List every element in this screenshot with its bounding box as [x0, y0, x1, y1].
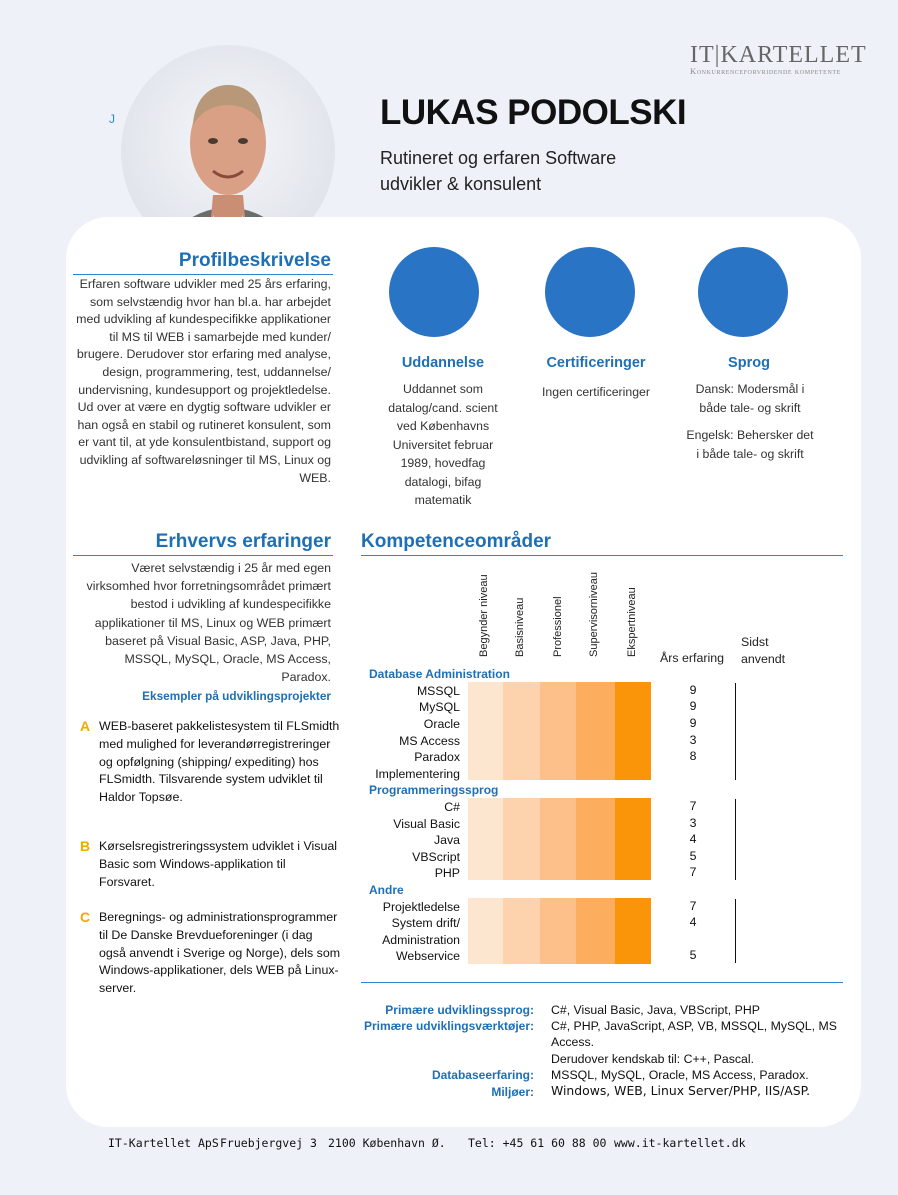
skill-label: VBScript: [412, 850, 460, 864]
candidate-name: LUKAS PODOLSKI: [380, 93, 687, 132]
summary-value: C#, Visual Basic, Java, VBScript, PHP: [551, 1003, 760, 1017]
summary-value: C#, PHP, JavaScript, ASP, VB, MSSQL, MySQL, MS Access.: [551, 1019, 837, 1050]
summary-value: Derudover kendskab til: C++, Pascal.: [551, 1052, 755, 1066]
uddannelse-text: Uddannet som datalog/cand. scient ved Københavns Universitet februar 1989, hovedfag datalogi, bifag matematik: [388, 382, 498, 507]
erhverv-divider: [73, 555, 333, 556]
summary-divider: [361, 982, 843, 983]
project-letter: A: [80, 718, 91, 734]
sprog-title: Sprog: [728, 355, 770, 371]
footer-street: Fruebjergvej 3: [220, 1136, 317, 1150]
profil-title: Profilbeskrivelse: [178, 250, 331, 271]
skill-years: 9: [689, 683, 697, 697]
skill-years: 8: [689, 749, 697, 763]
skill-label: Paradox: [414, 750, 460, 764]
skill-label: Webservice: [395, 949, 460, 963]
skill-label: PHP: [434, 866, 460, 880]
group-andre: Andre: [369, 883, 404, 897]
project-a: [80, 718, 342, 807]
years-header: Års erfaring: [660, 651, 725, 665]
skill-years: 9: [689, 716, 697, 730]
level-segment: [576, 898, 615, 964]
last-used-line: [735, 683, 736, 780]
level-segment: [468, 898, 503, 964]
skill-label: MySQL: [419, 700, 460, 714]
skill-years: 4: [689, 832, 697, 846]
level-segment: [540, 798, 576, 880]
subtitle-line-1: Rutineret og erfaren Software: [380, 148, 617, 168]
sprog-text-engelsk: Engelsk: Behersker det i både tale- og skrift: [686, 428, 814, 461]
skill-label: System drift/: [391, 916, 460, 930]
skill-years: 3: [689, 733, 697, 747]
skill-label: C#: [444, 800, 460, 814]
project-letter: B: [80, 838, 91, 854]
footer-company: IT-Kartellet ApS: [108, 1136, 219, 1150]
certificeringer-title: Certificeringer: [546, 355, 646, 371]
level-segment: [503, 898, 540, 964]
skill-label: MS Access: [399, 734, 460, 748]
subtitle-line-2: udvikler & konsulent: [380, 174, 542, 194]
kompetence-title: Kompetenceområder: [361, 531, 552, 552]
skill-years: 7: [689, 865, 697, 879]
last-used-header-line-1: Sidst: [741, 635, 769, 649]
j-mark: J: [109, 112, 115, 126]
group-database-administration: Database Administration: [369, 667, 510, 681]
skill-years: 3: [689, 816, 697, 830]
skill-years: 4: [689, 915, 697, 929]
last-used-header: [741, 634, 785, 667]
profil-divider: [73, 274, 333, 275]
footer-phone: Tel: +45 61 60 88 00: [468, 1136, 607, 1150]
level-segment: [468, 682, 503, 780]
skill-years: 5: [689, 948, 697, 962]
summary-label: Primære udviklingsværktøjer:: [363, 1019, 534, 1033]
skill-years: 7: [689, 899, 697, 913]
project-c: [80, 909, 342, 998]
project-text: Beregnings- og administrationsprogrammer til De Danske Brevdueforeninger (i dag også anvendt i Sverige og Norge), dels som Windows-applikationer, dels WEB på Linux-server.: [99, 910, 341, 996]
erhverv-title: Erhvervs erfaringer: [155, 531, 331, 552]
skill-label: Oracle: [423, 717, 460, 731]
level-segment: [468, 798, 503, 880]
certificeringer-text: Ingen certificeringer: [542, 385, 650, 399]
level-segment: [615, 798, 651, 880]
logo-tagline: Konkurrenceforvridende kompetente: [690, 66, 841, 76]
level-header-basis: Basisniveau: [514, 597, 526, 657]
footer-city: 2100 København Ø.: [328, 1136, 446, 1150]
skill-label: Implementering: [375, 767, 460, 781]
level-bar-database: [468, 682, 651, 780]
summary-value: Windows, WEB, Linux Server/PHP, IIS/ASP.: [551, 1083, 811, 1098]
summary-label: Primære udviklingssprog:: [385, 1003, 534, 1017]
sprog-text-dansk: Dansk: Modersmål i både tale- og skrift: [695, 382, 805, 415]
kompetence-divider: [361, 555, 843, 556]
skill-label: Visual Basic: [393, 817, 460, 831]
profil-text: Erfaren software udvikler med 25 års erfaring, som selvstændig hvor han bl.a. har arbejdet med udvikling af kundespecifikke applikationer til MS til WEB i samarbejde med kunder/ brugere. Derudover stor erfaring med analyse, design, programmering, test, uddannelse/ undervisning, kundesupport og projektledelse. Ud over at være en dygtig software udvikler er han også en stabil og rutineret konsulent, som er vant til, at yde konsulentbistand, support og udvikling af softwareløsninger til MS, Linux og WEB.: [76, 277, 331, 485]
level-segment: [503, 798, 540, 880]
level-header-supervisor: Supervisorniveau: [588, 572, 600, 657]
examples-title: Eksempler på udviklingsprojekter: [142, 689, 331, 703]
project-text: WEB-baseret pakkelistesystem til FLSmidth med mulighed for leverandørregistreringer og opfølgning (shipping/ expediting) hos FLSmidth. Tilsvarende system udviklet til Haldor Topsøe.: [99, 719, 340, 805]
skill-label: MSSQL: [416, 684, 460, 698]
level-bar-andre: [468, 898, 651, 964]
level-segment: [540, 898, 576, 964]
erhverv-text: Været selvstændig i 25 år med egen virksomhed hvor forretningsområdet primært bestod i udvikling af kundespecifikke applikationer til MS, Linux og WEB primært baseret på Visual Basic, ASP, Java, PHP, MSSQL, MySQL, Oracle, MS Access, Paradox.: [86, 561, 331, 685]
level-header-ekspert: Ekspertniveau: [626, 587, 638, 657]
certificeringer-circle: [545, 247, 635, 337]
logo-text: IT|KARTELLET: [690, 42, 867, 68]
level-segment: [615, 682, 651, 780]
skill-years: 7: [689, 799, 697, 813]
uddannelse-circle: [389, 247, 479, 337]
summary-label: Miljøer:: [491, 1085, 534, 1099]
level-segment: [503, 682, 540, 780]
project-text: Kørselsregistreringssystem udviklet i Visual Basic som Windows-applikation til Forsvaret.: [99, 839, 338, 889]
skill-label: Administration: [382, 933, 460, 947]
skill-label: Java: [434, 833, 460, 847]
level-segment: [615, 898, 651, 964]
candidate-subtitle: [380, 145, 680, 197]
level-bar-programmering: [468, 798, 651, 880]
footer-web[interactable]: www.it-kartellet.dk: [614, 1136, 746, 1150]
level-segment: [576, 798, 615, 880]
summary-value: MSSQL, MySQL, Oracle, MS Access, Paradox.: [551, 1068, 809, 1082]
level-segment: [576, 682, 615, 780]
uddannelse-title: Uddannelse: [401, 355, 485, 371]
skill-label: Projektledelse: [382, 900, 460, 914]
level-segment: [540, 682, 576, 780]
sprog-circle: [698, 247, 788, 337]
level-header-professionel: Professionel: [552, 596, 564, 657]
project-letter: C: [80, 909, 91, 925]
project-b: [80, 838, 342, 891]
last-used-header-line-2: anvendt: [741, 651, 786, 666]
group-programmeringssprog: Programmeringssprog: [369, 783, 499, 797]
summary-label: Databaseerfaring:: [431, 1068, 534, 1082]
company-logo: [690, 42, 880, 76]
last-used-line: [735, 899, 736, 963]
level-header-begynder: Begynder niveau: [478, 574, 490, 657]
skill-years: 5: [689, 849, 697, 863]
skill-years: 9: [689, 699, 697, 713]
last-used-line: [735, 799, 736, 880]
